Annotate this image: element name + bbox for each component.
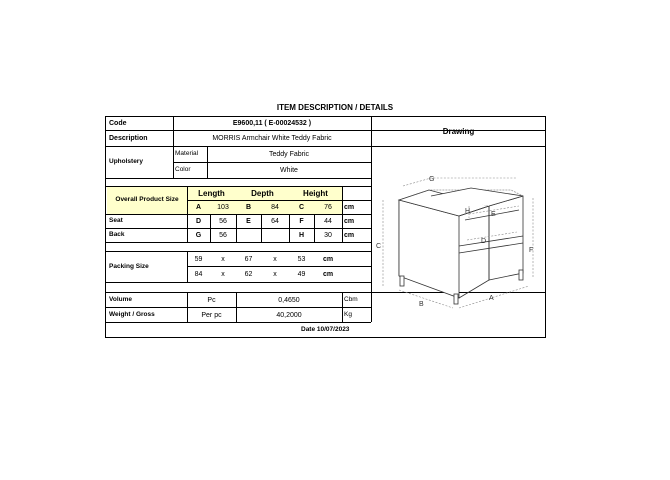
color-label: Color [175,166,191,174]
diagram-label-a: A [489,295,494,302]
weight-unit: Kg [344,310,352,318]
weight-label: Weight / Gross [109,310,155,318]
date-label: Date 10/07/2023 [301,326,350,334]
dim-e-value: 64 [271,218,279,225]
description-value: MORRIS Armchair White Teddy Fabric [212,135,332,142]
diagram-label-f: F [529,247,534,254]
diagram-label-d: D [481,238,487,245]
dim-a-value: 103 [217,204,229,211]
volume-label: Volume [109,295,132,303]
weight-value: 40,2000 [276,311,302,319]
dim-c-label: C [298,204,305,211]
height-header: Height [303,188,328,198]
color-value: White [280,167,298,174]
armchair-drawing [371,148,545,320]
code-label: Code [109,120,127,127]
dim-c-value: 76 [324,204,332,211]
drawing-label: Drawing [442,126,475,136]
material-label: Material [175,150,199,158]
description-label: Description [109,135,148,142]
packing-row1-x1: x [221,255,225,263]
depth-header: Depth [251,188,274,198]
seat-unit: cm [344,218,355,225]
material-value: Teddy Fabric [268,151,310,158]
packing-row1-height: 53 [297,255,306,263]
packing-row2-height: 49 [297,271,306,278]
diagram-label-g: G [429,176,435,183]
dim-b-label: B [245,204,252,211]
dim-e-label: E [246,218,251,225]
packing-row2-unit: cm [322,271,334,278]
length-header: Length [198,188,225,198]
back-label: Back [109,231,125,239]
overall-unit: cm [344,204,355,211]
packing-row2-x2: x [273,271,277,278]
diagram-label-e: E [491,211,496,218]
upholstery-label: Upholstery [109,158,143,166]
packing-row1-length: 59 [194,255,203,263]
packing-row2-length: 84 [194,271,203,278]
overall-size-label: Overall Product Size [115,196,179,204]
dim-b-value: 84 [271,204,279,211]
packing-row1-unit: cm [322,255,334,263]
packing-row2-x1: x [221,271,225,278]
packing-size-label: Packing Size [109,262,149,270]
back-unit: cm [344,232,355,239]
dim-a-label: A [195,204,202,211]
dim-d-label: D [195,218,202,225]
weight-per: Per pc [201,311,222,319]
dim-h-label: H [298,232,305,239]
dim-d-value: 56 [219,218,227,225]
diagram-label-b: B [419,301,424,308]
volume-value: 0,4650 [278,296,300,304]
packing-row2-width: 62 [244,271,253,278]
dim-f-value: 44 [324,218,332,225]
document-title: ITEM DESCRIPTION / DETAILS [276,103,394,112]
code-value: E9600,11 ( E-00024532 ) [232,120,312,127]
packing-row1-x2: x [273,255,277,263]
dim-h-value: 30 [324,232,332,239]
volume-unit: Cbm [344,295,358,303]
dim-g-value: 56 [219,232,227,239]
dim-f-label: F [299,218,304,225]
packing-row1-width: 67 [244,255,253,263]
diagram-label-h: H [465,208,471,215]
dim-g-label: G [195,232,202,239]
volume-per: Pc [207,296,216,304]
diagram-label-c: C [376,243,382,250]
seat-label: Seat [109,217,123,225]
